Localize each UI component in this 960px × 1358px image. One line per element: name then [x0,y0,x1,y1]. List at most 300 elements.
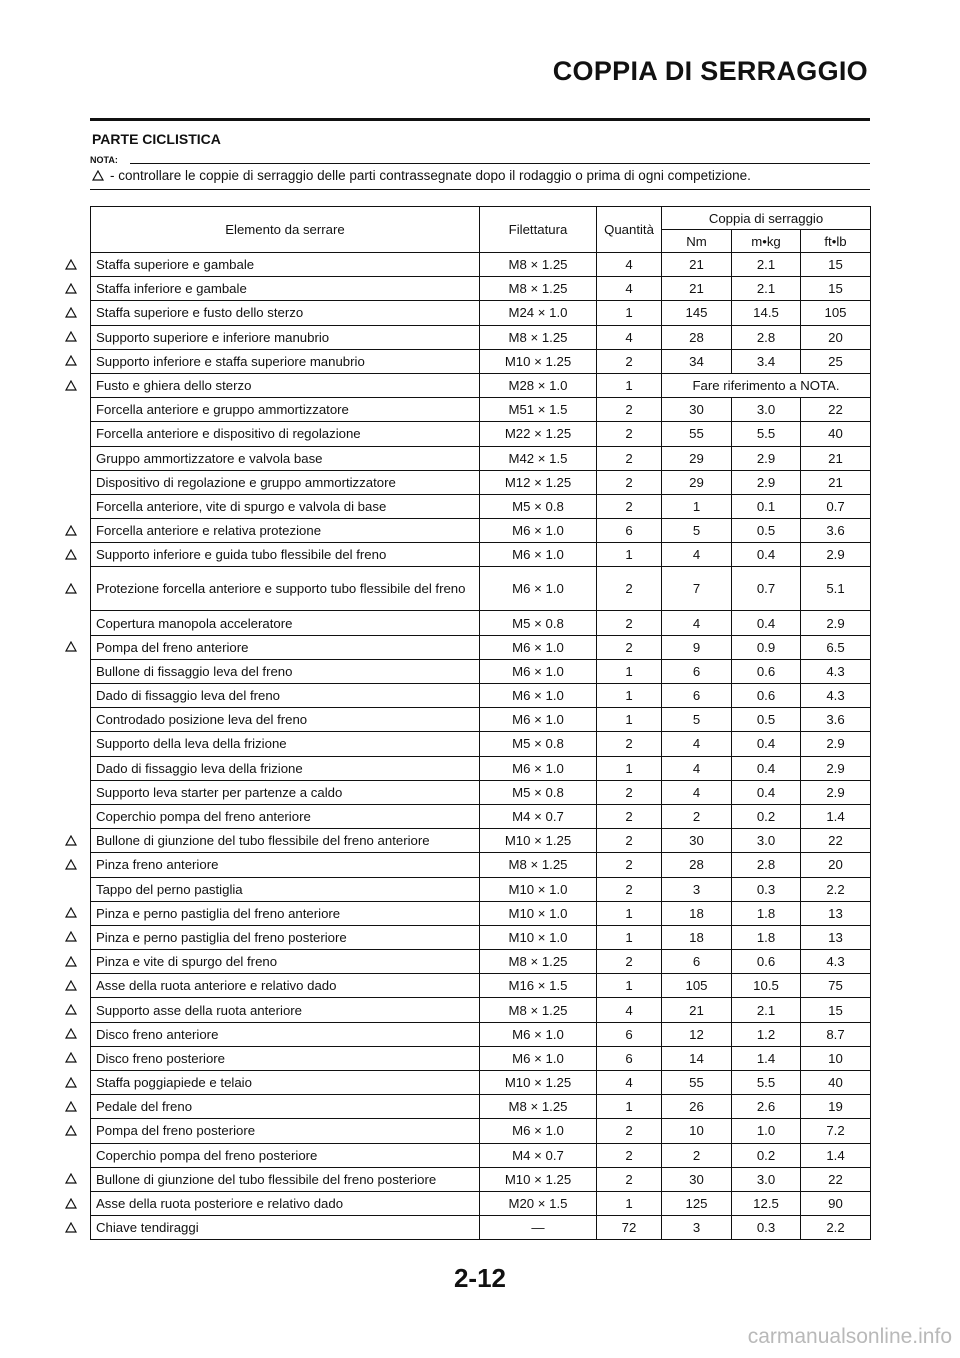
element-cell [91,853,480,877]
thread-cell: M42 × 1.5 [480,446,597,470]
table-row [91,925,871,949]
ftlb-cell: 15 [801,253,871,277]
header-torque: Coppia di serraggio [662,207,871,230]
element-cell [91,567,480,611]
ftlb-cell: 2.2 [801,1216,871,1240]
ftlb-cell: 15 [801,277,871,301]
nm-cell: 2 [662,1143,732,1167]
ftlb-cell: 1.4 [801,1143,871,1167]
nm-cell: 5 [662,708,732,732]
torque-table [90,206,871,1240]
table-row [91,611,871,635]
element-name: Asse della ruota anteriore e relativo dado [96,978,337,994]
mkg-cell: 10.5 [732,974,801,998]
element-cell [91,1119,480,1143]
table-row [91,325,871,349]
mkg-cell: 0.1 [732,494,801,518]
quantity-cell: 1 [597,1095,662,1119]
ftlb-cell: 4.3 [801,659,871,683]
thread-cell: M8 × 1.25 [480,853,597,877]
table-row [91,494,871,518]
nm-cell: 6 [662,950,732,974]
quantity-cell: 2 [597,877,662,901]
element-cell [91,543,480,567]
note-text: - controllare le coppie di serraggio delle parti contrassegnate dopo il rodaggio o prima di ogni competizione. [110,168,751,183]
warning-triangle-icon [65,641,77,652]
quantity-cell: 2 [597,611,662,635]
thread-cell: M10 × 1.25 [480,349,597,373]
nm-cell: 55 [662,422,732,446]
element-cell [91,925,480,949]
table-row [91,1143,871,1167]
ftlb-cell: 4.3 [801,684,871,708]
element-name: Bullone di fissaggio leva del freno [96,663,293,679]
table-row [91,1191,871,1215]
table-row [91,470,871,494]
thread-cell: M8 × 1.25 [480,950,597,974]
table-row [91,853,871,877]
thread-cell: M10 × 1.25 [480,1167,597,1191]
table-row [91,1071,871,1095]
ftlb-cell: 1.4 [801,804,871,828]
element-cell [91,732,480,756]
element-name: Chiave tendiraggi [96,1220,199,1236]
quantity-cell: 2 [597,950,662,974]
table-row [91,635,871,659]
element-cell [91,877,480,901]
element-cell [91,1095,480,1119]
quantity-cell: 2 [597,446,662,470]
mkg-cell: 2.1 [732,277,801,301]
element-name: Forcella anteriore, vite di spurgo e valvola di base [96,498,387,514]
element-cell [91,1216,480,1240]
element-cell [91,611,480,635]
element-name: Forcella anteriore e gruppo ammortizzatore [96,402,349,418]
table-row [91,349,871,373]
thread-cell: M22 × 1.25 [480,422,597,446]
element-name: Pinza e perno pastiglia del freno posteriore [96,929,347,945]
ftlb-cell: 21 [801,470,871,494]
element-cell [91,349,480,373]
mkg-cell: 0.3 [732,877,801,901]
nm-cell: 9 [662,635,732,659]
title-divider [90,118,870,121]
ftlb-cell: 105 [801,301,871,325]
nm-cell: 145 [662,301,732,325]
mkg-cell: 1.2 [732,1022,801,1046]
quantity-cell: 72 [597,1216,662,1240]
quantity-cell: 2 [597,349,662,373]
thread-cell: M5 × 0.8 [480,780,597,804]
quantity-cell: 2 [597,853,662,877]
thread-cell: M6 × 1.0 [480,756,597,780]
quantity-cell: 1 [597,1191,662,1215]
nm-cell: 4 [662,756,732,780]
thread-cell: M10 × 1.0 [480,877,597,901]
ftlb-cell: 21 [801,446,871,470]
mkg-cell: 0.6 [732,684,801,708]
thread-cell: M10 × 1.25 [480,1071,597,1095]
mkg-cell: 0.2 [732,804,801,828]
thread-cell: M20 × 1.5 [480,1191,597,1215]
element-name: Supporto leva starter per partenze a caldo [96,784,343,800]
note-label: NOTA: [90,155,118,165]
nm-cell: 6 [662,684,732,708]
nm-cell: 30 [662,398,732,422]
mkg-cell: 0.4 [732,611,801,635]
warning-triangle-icon [65,525,77,536]
mkg-cell: 0.2 [732,1143,801,1167]
ftlb-cell: 2.9 [801,756,871,780]
table-row [91,373,871,397]
mkg-cell: 3.4 [732,349,801,373]
element-cell [91,829,480,853]
element-cell [91,519,480,543]
element-cell [91,1167,480,1191]
table-row [91,1022,871,1046]
watermark: carmanualsonline.info [747,1325,952,1348]
mkg-cell: 1.8 [732,925,801,949]
thread-cell: M8 × 1.25 [480,325,597,349]
element-name: Gruppo ammortizzatore e valvola base [96,450,323,466]
table-row [91,756,871,780]
element-name: Pinza e vite di spurgo del freno [96,954,278,970]
element-cell [91,1046,480,1070]
table-row [91,1046,871,1070]
table-row [91,543,871,567]
quantity-cell: 4 [597,1071,662,1095]
thread-cell: M5 × 0.8 [480,494,597,518]
element-name: Pompa del freno posteriore [96,1123,256,1139]
warning-triangle-icon [65,259,77,270]
thread-cell: M10 × 1.0 [480,901,597,925]
table-row [91,446,871,470]
thread-cell: M6 × 1.0 [480,1119,597,1143]
ftlb-cell: 3.6 [801,708,871,732]
mkg-cell: 2.9 [732,470,801,494]
nm-cell: 30 [662,829,732,853]
nm-cell: 4 [662,543,732,567]
element-name: Disco freno anteriore [96,1026,219,1042]
element-cell [91,950,480,974]
table-row [91,901,871,925]
quantity-cell: 2 [597,422,662,446]
table-row [91,732,871,756]
table-row [91,1095,871,1119]
thread-cell: M6 × 1.0 [480,635,597,659]
element-name: Pompa del freno anteriore [96,639,249,655]
quantity-cell: 4 [597,325,662,349]
element-name: Dado di fissaggio leva del freno [96,688,281,704]
table-row [91,253,871,277]
quantity-cell: 6 [597,1022,662,1046]
element-cell [91,998,480,1022]
ftlb-cell: 10 [801,1046,871,1070]
nm-cell: 12 [662,1022,732,1046]
nm-cell: 6 [662,659,732,683]
thread-cell: — [480,1216,597,1240]
thread-cell: M8 × 1.25 [480,253,597,277]
quantity-cell: 2 [597,829,662,853]
thread-cell: M6 × 1.0 [480,1046,597,1070]
table-row [91,829,871,853]
ftlb-cell: 20 [801,325,871,349]
mkg-cell: 0.4 [732,543,801,567]
warning-triangle-icon [92,170,104,181]
mkg-cell: 2.8 [732,853,801,877]
element-name: Staffa superiore e gambale [96,257,255,273]
quantity-cell: 1 [597,659,662,683]
thread-cell: M10 × 1.25 [480,829,597,853]
warning-triangle-icon [65,1222,77,1233]
mkg-cell: 0.6 [732,950,801,974]
mkg-cell: 0.4 [732,780,801,804]
ftlb-cell: 2.9 [801,543,871,567]
ftlb-cell: 6.5 [801,635,871,659]
element-cell [91,398,480,422]
quantity-cell: 1 [597,301,662,325]
quantity-cell: 2 [597,470,662,494]
mkg-cell: 2.1 [732,998,801,1022]
thread-cell: M5 × 0.8 [480,732,597,756]
quantity-cell: 1 [597,684,662,708]
quantity-cell: 2 [597,732,662,756]
quantity-cell: 1 [597,756,662,780]
warning-triangle-icon [65,549,77,560]
warning-triangle-icon [65,956,77,967]
ftlb-cell: 15 [801,998,871,1022]
element-cell [91,1191,480,1215]
table-row [91,780,871,804]
mkg-cell: 2.1 [732,253,801,277]
element-name: Supporto superiore e inferiore manubrio [96,329,330,345]
ftlb-cell: 40 [801,1071,871,1095]
mkg-cell: 0.4 [732,756,801,780]
warning-triangle-icon [65,1101,77,1112]
nm-cell: 29 [662,470,732,494]
quantity-cell: 4 [597,998,662,1022]
element-name: Fusto e ghiera dello sterzo [96,378,252,394]
table-row [91,519,871,543]
table-row [91,708,871,732]
quantity-cell: 2 [597,398,662,422]
mkg-cell: 1.4 [732,1046,801,1070]
nm-cell: 18 [662,901,732,925]
mkg-cell: 12.5 [732,1191,801,1215]
mkg-cell: 0.3 [732,1216,801,1240]
ftlb-cell: 13 [801,925,871,949]
element-cell [91,1143,480,1167]
element-name: Staffa poggiapiede e telaio [96,1075,252,1091]
element-name: Forcella anteriore e dispositivo di regolazione [96,426,361,442]
quantity-cell: 1 [597,925,662,949]
header-ftlb: ft•lb [801,230,871,253]
mkg-cell: 1.0 [732,1119,801,1143]
thread-cell: M4 × 0.7 [480,804,597,828]
nm-cell: 18 [662,925,732,949]
header-element: Elemento da serrare [91,207,480,253]
header-mkg: m•kg [732,230,801,253]
element-cell [91,494,480,518]
element-cell [91,446,480,470]
quantity-cell: 2 [597,635,662,659]
quantity-cell: 2 [597,1167,662,1191]
warning-triangle-icon [65,380,77,391]
warning-triangle-icon [65,907,77,918]
element-name: Supporto della leva della frizione [96,736,287,752]
nm-cell: 21 [662,253,732,277]
warning-triangle-icon [65,980,77,991]
nm-cell: 1 [662,494,732,518]
thread-cell: M8 × 1.25 [480,1095,597,1119]
element-cell [91,901,480,925]
element-cell [91,1071,480,1095]
ftlb-cell: 7.2 [801,1119,871,1143]
warning-triangle-icon [65,1052,77,1063]
element-name: Bullone di giunzione del tubo flessibile del freno anteriore [96,833,430,849]
thread-cell: M6 × 1.0 [480,519,597,543]
thread-cell: M6 × 1.0 [480,684,597,708]
warning-triangle-icon [65,583,77,594]
ftlb-cell: 25 [801,349,871,373]
element-name: Supporto inferiore e guida tubo flessibile del freno [96,547,387,563]
mkg-cell: 5.5 [732,422,801,446]
thread-cell: M4 × 0.7 [480,1143,597,1167]
nm-cell: 26 [662,1095,732,1119]
thread-cell: M6 × 1.0 [480,708,597,732]
nm-cell: 21 [662,277,732,301]
nm-cell: 5 [662,519,732,543]
quantity-cell: 1 [597,901,662,925]
nm-cell: 125 [662,1191,732,1215]
nm-cell: 2 [662,804,732,828]
element-name: Protezione forcella anteriore e supporto tubo flessibile del freno [96,581,466,597]
note [92,168,751,183]
thread-cell: M6 × 1.0 [480,1022,597,1046]
torque-note-cell: Fare riferimento a NOTA. [662,373,871,397]
quantity-cell: 6 [597,519,662,543]
ftlb-cell: 20 [801,853,871,877]
nm-cell: 21 [662,998,732,1022]
warning-triangle-icon [65,931,77,942]
nm-cell: 28 [662,853,732,877]
nm-cell: 4 [662,780,732,804]
element-cell [91,373,480,397]
note-bottom-divider [90,189,870,190]
mkg-cell: 2.6 [732,1095,801,1119]
nm-cell: 30 [662,1167,732,1191]
quantity-cell: 4 [597,253,662,277]
thread-cell: M6 × 1.0 [480,567,597,611]
quantity-cell: 2 [597,780,662,804]
quantity-cell: 2 [597,567,662,611]
table-row [91,1167,871,1191]
nm-cell: 34 [662,349,732,373]
ftlb-cell: 22 [801,398,871,422]
note-divider [130,163,870,164]
mkg-cell: 0.5 [732,708,801,732]
quantity-cell: 1 [597,543,662,567]
ftlb-cell: 40 [801,422,871,446]
warning-triangle-icon [65,331,77,342]
ftlb-cell: 22 [801,1167,871,1191]
ftlb-cell: 22 [801,829,871,853]
page-number: 2-12 [453,1263,507,1293]
mkg-cell: 3.0 [732,398,801,422]
nm-cell: 29 [662,446,732,470]
warning-triangle-icon [65,1198,77,1209]
section-title: PARTE CICLISTICA [92,131,221,147]
quantity-cell: 1 [597,373,662,397]
table-row [91,1119,871,1143]
warning-triangle-icon [65,1004,77,1015]
element-cell [91,325,480,349]
element-name: Pedale del freno [96,1099,193,1115]
nm-cell: 4 [662,611,732,635]
table-row [91,950,871,974]
ftlb-cell: 0.7 [801,494,871,518]
element-name: Dado di fissaggio leva della frizione [96,760,303,776]
thread-cell: M8 × 1.25 [480,277,597,301]
mkg-cell: 0.9 [732,635,801,659]
element-name: Coperchio pompa del freno anteriore [96,809,311,825]
nm-cell: 10 [662,1119,732,1143]
table-row [91,974,871,998]
nm-cell: 28 [662,325,732,349]
element-cell [91,684,480,708]
mkg-cell: 1.8 [732,901,801,925]
element-cell [91,422,480,446]
warning-triangle-icon [65,1173,77,1184]
element-cell [91,708,480,732]
warning-triangle-icon [65,355,77,366]
element-name: Supporto asse della ruota anteriore [96,1002,303,1018]
header-nm: Nm [662,230,732,253]
element-name: Dispositivo di regolazione e gruppo ammortizzatore [96,474,396,490]
ftlb-cell: 3.6 [801,519,871,543]
torque-table-body [91,253,871,1240]
quantity-cell: 1 [597,974,662,998]
nm-cell: 3 [662,1216,732,1240]
element-cell [91,756,480,780]
page-title: COPPIA DI SERRAGGIO [552,56,868,86]
table-row [91,567,871,611]
element-cell [91,470,480,494]
thread-cell: M10 × 1.0 [480,925,597,949]
thread-cell: M16 × 1.5 [480,974,597,998]
ftlb-cell: 4.3 [801,950,871,974]
element-name: Tappo del perno pastiglia [96,881,243,897]
element-cell [91,253,480,277]
element-name: Staffa inferiore e gambale [96,281,247,297]
element-name: Pinza freno anteriore [96,857,219,873]
table-row [91,277,871,301]
warning-triangle-icon [65,283,77,294]
ftlb-cell: 19 [801,1095,871,1119]
element-name: Forcella anteriore e relativa protezione [96,523,322,539]
mkg-cell: 0.7 [732,567,801,611]
element-name: Staffa superiore e fusto dello sterzo [96,305,304,321]
quantity-cell: 1 [597,708,662,732]
ftlb-cell: 13 [801,901,871,925]
mkg-cell: 2.9 [732,446,801,470]
table-row [91,877,871,901]
quantity-cell: 2 [597,804,662,828]
element-cell [91,804,480,828]
nm-cell: 3 [662,877,732,901]
nm-cell: 7 [662,567,732,611]
nm-cell: 14 [662,1046,732,1070]
